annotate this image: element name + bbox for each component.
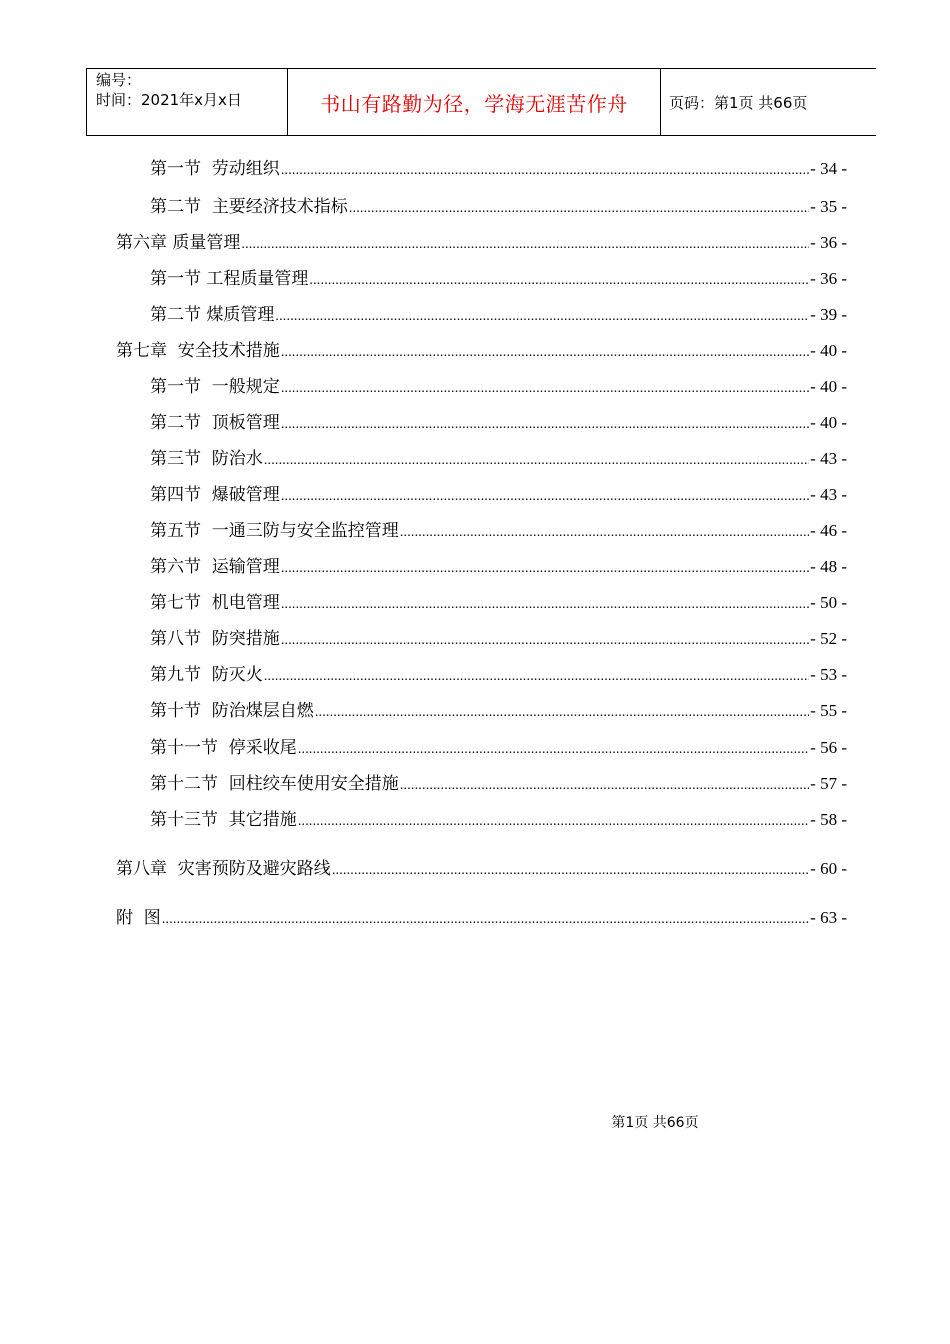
document-time-label: 时间：2021年x月x日 (96, 91, 242, 109)
toc-leader-dots (162, 908, 809, 932)
header-page-info: 页码：第1页 共66页 (669, 93, 808, 112)
header-motto: 书山有路勤为径，学海无涯苦作舟 (288, 69, 661, 135)
toc-leader-dots (275, 305, 809, 329)
toc-leader-dots (309, 269, 809, 293)
toc-entry[interactable] (150, 375, 847, 399)
toc-entry-page: - 57 - (810, 774, 847, 793)
toc-entry[interactable] (150, 483, 847, 507)
toc-leader-dots (298, 810, 809, 834)
toc-entry[interactable] (150, 411, 847, 435)
toc-entry-page: - 43 - (810, 485, 847, 504)
toc-leader-dots (332, 859, 809, 883)
toc-entry-page: - 40 - (810, 341, 847, 360)
toc-entry[interactable] (150, 447, 847, 471)
toc-entry[interactable] (150, 772, 847, 796)
toc-leader-dots (241, 233, 809, 257)
header-meta-cell (87, 69, 288, 135)
toc-entry[interactable] (116, 857, 847, 881)
toc-entry-label: 第十节 防治煤层自燃 (150, 701, 314, 721)
toc-entry[interactable] (116, 231, 847, 255)
toc-entry[interactable] (150, 591, 847, 615)
toc-entry-page: - 52 - (810, 629, 847, 648)
toc-entry-label: 第六节 运输管理 (150, 557, 280, 577)
toc-entry-page: - 48 - (810, 557, 847, 576)
toc-entry-page: - 46 - (810, 521, 847, 540)
toc-entry[interactable] (116, 339, 847, 363)
toc-entry-label: 第八节 防突措施 (150, 629, 280, 649)
toc-entry-label: 第二节 主要经济技术指标 (150, 197, 348, 217)
toc-entry[interactable] (150, 808, 847, 832)
toc-entry[interactable] (150, 267, 847, 291)
toc-leader-dots (281, 593, 809, 617)
toc-leader-dots (281, 159, 809, 183)
toc-leader-dots (298, 738, 809, 762)
toc-entry-page: - 36 - (810, 233, 847, 252)
toc-entry-label: 第一节 劳动组织 (150, 159, 280, 179)
footer-page-number: 第1页 共66页 (611, 1115, 699, 1131)
toc-entry-page: - 36 - (810, 269, 847, 288)
toc-entry-page: - 58 - (810, 810, 847, 829)
toc-entry[interactable] (150, 699, 847, 723)
toc-leader-dots (315, 701, 809, 725)
toc-entry-label: 第一节 一般规定 (150, 377, 280, 397)
toc-leader-dots (281, 377, 809, 401)
page-footer (0, 1112, 950, 1132)
toc-entry-page: - 40 - (810, 413, 847, 432)
toc-entry[interactable] (150, 627, 847, 651)
toc-entry[interactable] (116, 906, 847, 930)
document-number-label: 编号： (96, 71, 142, 89)
toc-entry-label: 第四节 爆破管理 (150, 485, 280, 505)
toc-entry-label: 第三节 防治水 (150, 449, 263, 469)
toc-leader-dots (281, 341, 809, 365)
toc-entry-page: - 55 - (810, 701, 847, 720)
toc-entry-page: - 35 - (810, 197, 847, 216)
toc-entry-page: - 40 - (810, 377, 847, 396)
toc-entry-page: - 39 - (810, 305, 847, 324)
toc-leader-dots (281, 557, 809, 581)
toc-leader-dots (264, 665, 809, 689)
toc-entry-page: - 53 - (810, 665, 847, 684)
toc-entry[interactable] (150, 195, 847, 219)
toc-entry[interactable] (150, 555, 847, 579)
toc-entry-page: - 60 - (810, 859, 847, 878)
toc-entry-label: 第七章 安全技术措施 (116, 341, 280, 361)
toc-leader-dots (349, 197, 809, 221)
toc-leader-dots (281, 485, 809, 509)
toc-leader-dots (281, 413, 809, 437)
toc-entry-label: 第九节 防灭火 (150, 665, 263, 685)
toc-entry[interactable] (150, 157, 847, 181)
toc-leader-dots (400, 521, 809, 545)
document-header (86, 68, 876, 136)
toc-entry-page: - 50 - (810, 593, 847, 612)
toc-entry-label: 第二节 煤质管理 (150, 305, 275, 325)
toc-leader-dots (281, 629, 809, 653)
toc-entry[interactable] (150, 736, 847, 760)
toc-leader-dots (264, 449, 809, 473)
toc-entry-page: - 63 - (810, 908, 847, 927)
toc-entry-label: 第二节 顶板管理 (150, 413, 280, 433)
toc-entry[interactable] (150, 663, 847, 687)
toc-entry[interactable] (150, 303, 847, 327)
toc-entry[interactable] (150, 519, 847, 543)
toc-entry-label: 第五节 一通三防与安全监控管理 (150, 521, 399, 541)
toc-entry-label: 第六章 质量管理 (116, 233, 241, 253)
toc-entry-label: 第八章 灾害预防及避灾路线 (116, 859, 331, 879)
toc-entry-label: 第十一节 停采收尾 (150, 738, 297, 758)
toc-entry-page: - 34 - (810, 159, 847, 178)
toc-leader-dots (400, 774, 809, 798)
toc-entry-page: - 43 - (810, 449, 847, 468)
toc-entry-label: 第十二节 回柱绞车使用安全措施 (150, 774, 399, 794)
toc-entry-label: 第十三节 其它措施 (150, 810, 297, 830)
toc-entry-page: - 56 - (810, 738, 847, 757)
toc-entry-label: 附 图 (116, 908, 161, 928)
toc-entry-label: 第一节 工程质量管理 (150, 269, 309, 289)
toc-entry-label: 第七节 机电管理 (150, 593, 280, 613)
